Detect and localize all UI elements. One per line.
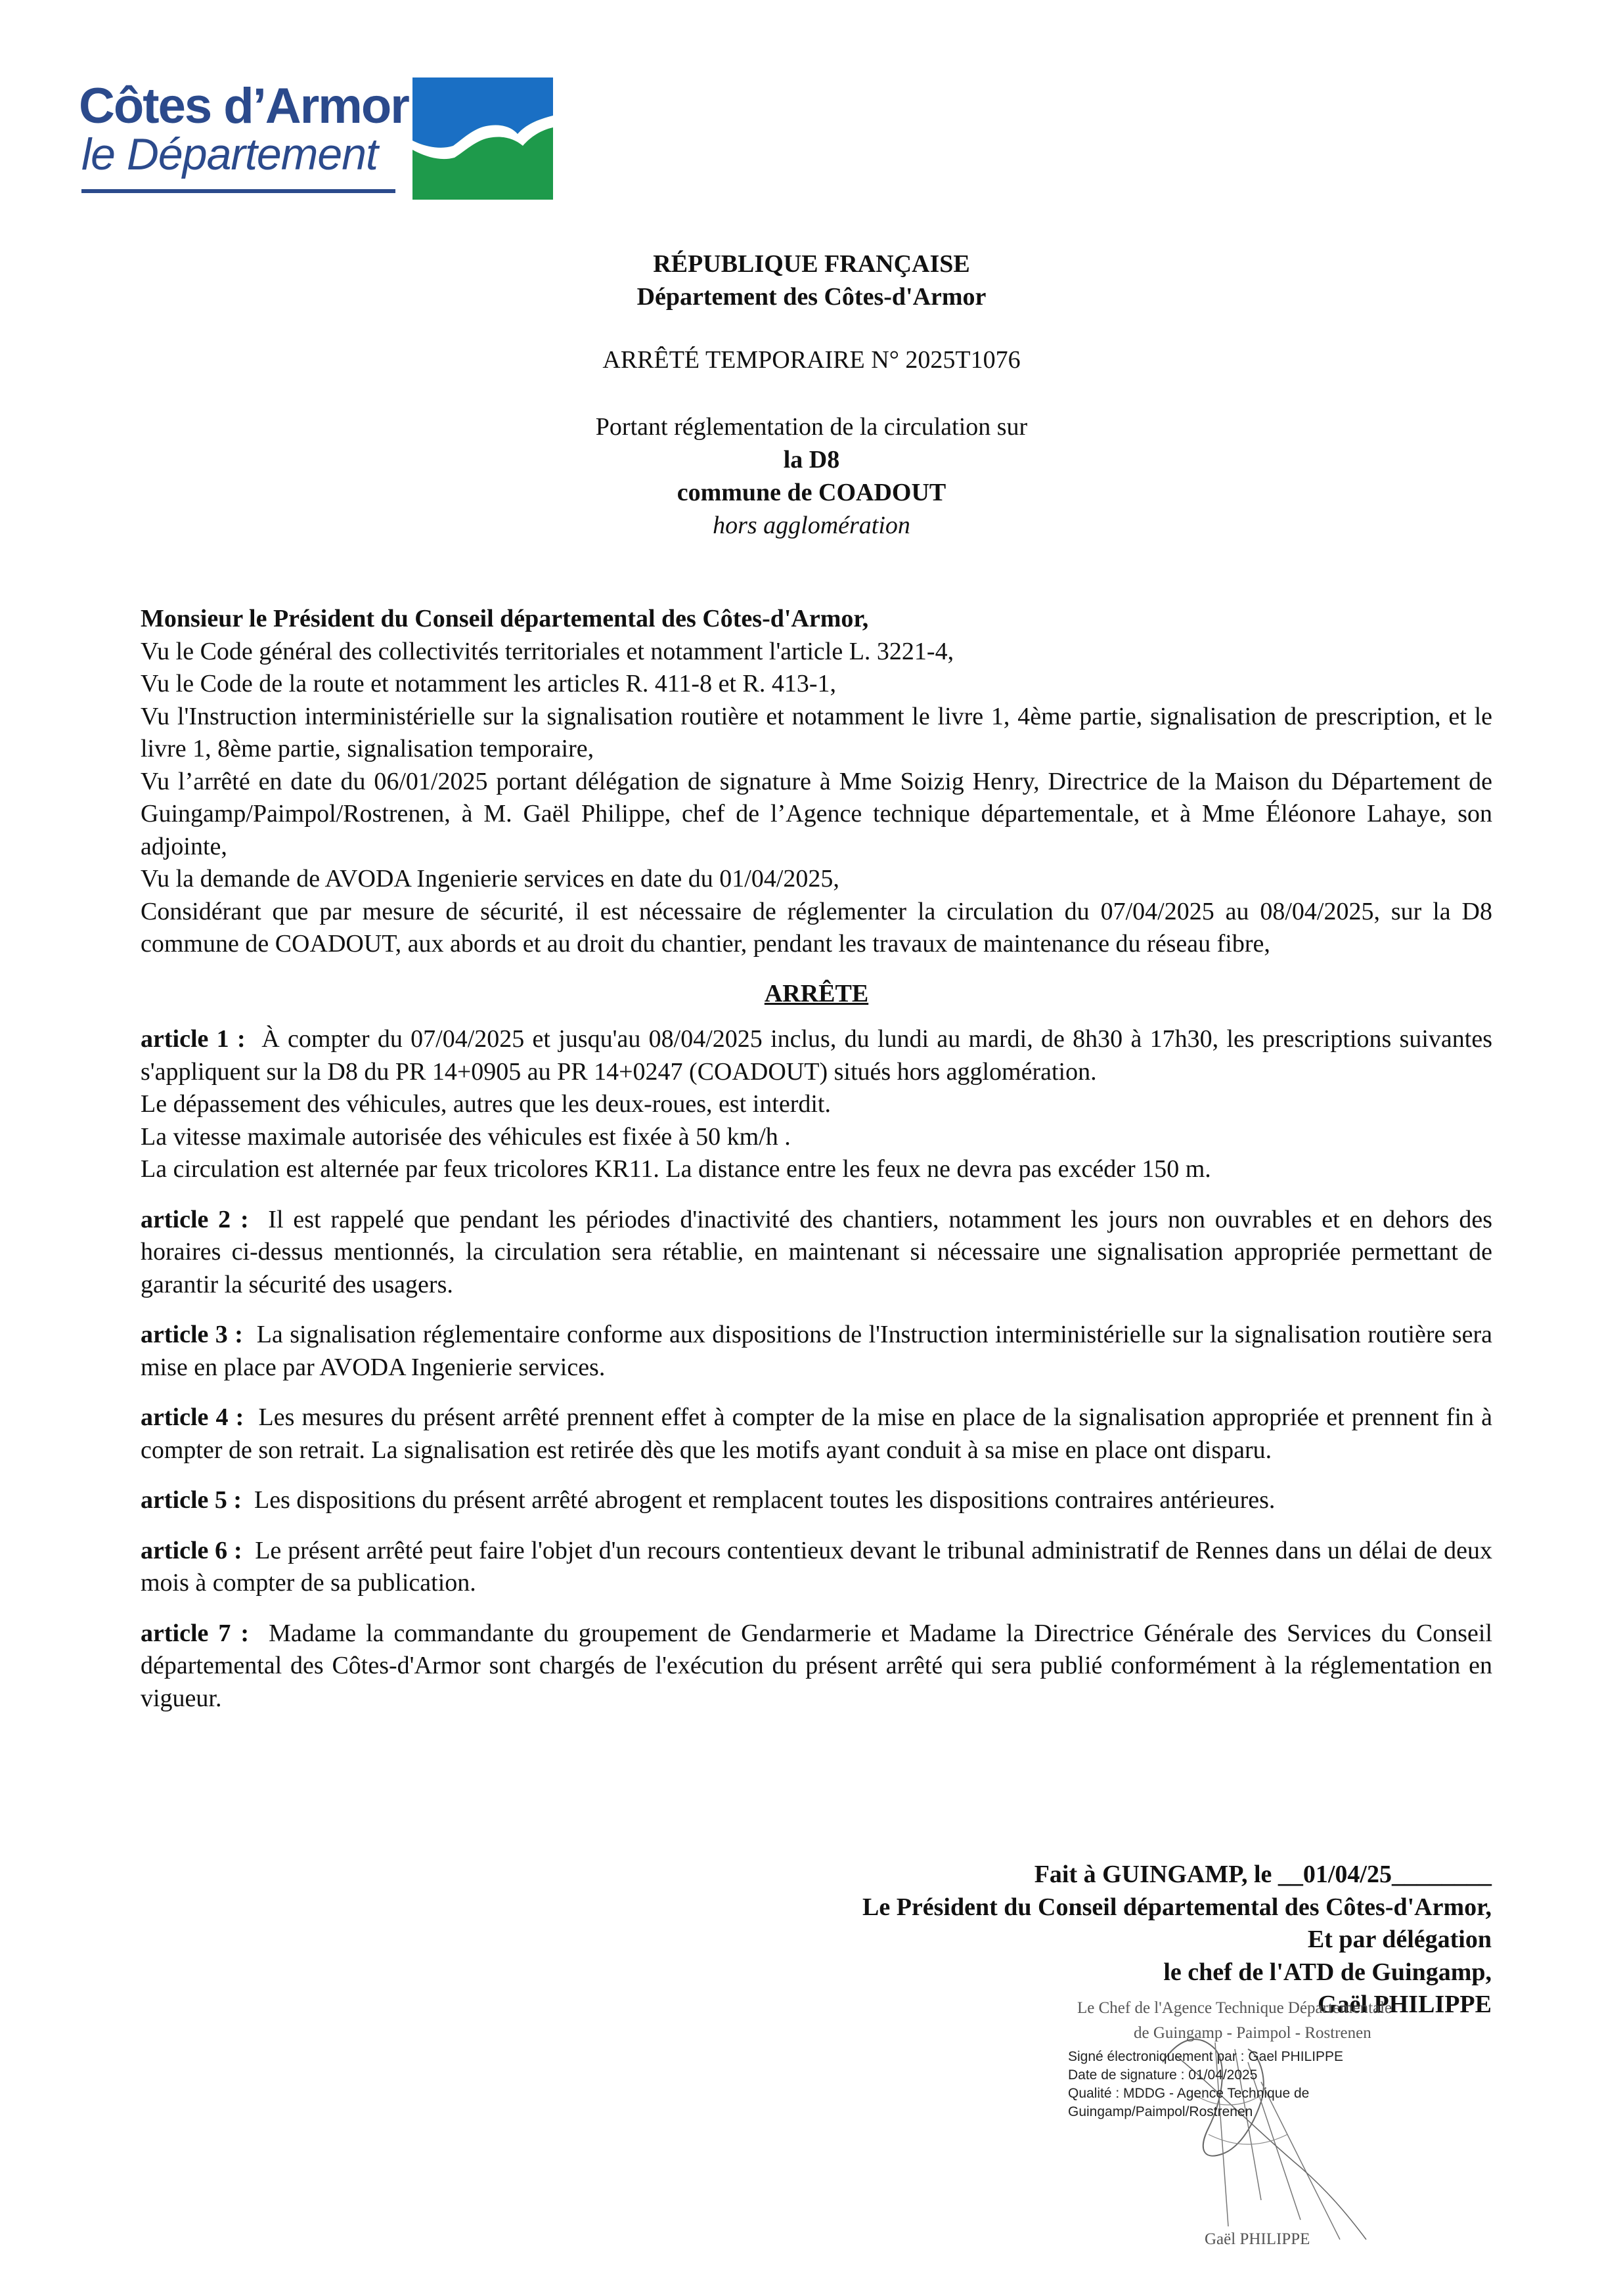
zone-label: hors agglomération: [713, 512, 910, 539]
authority-line: Monsieur le Président du Conseil départemental des Côtes-d'Armor,: [141, 605, 869, 632]
stamp-line-1: Le Chef de l'Agence Technique Départementale: [1077, 1999, 1392, 2017]
electronic-signature-info: [1068, 2048, 1343, 2121]
vu-clause: Vu le Code général des collectivités territoriales et notamment l'article L. 3221-4,: [141, 637, 954, 665]
article-1-line: La vitesse maximale autorisée des véhicules est fixée à 50 km/h .: [141, 1122, 791, 1151]
logo-emblem-icon: [412, 77, 553, 200]
handwritten-signature-icon: [1064, 2003, 1406, 2253]
article-1-line: La circulation est alternée par feux tricolores KR11. La distance entre les feux ne devra pas excéder 150 m.: [141, 1155, 1211, 1183]
article-7: [141, 1618, 1492, 1715]
article-text: Madame la commandante du groupement de Gendarmerie et Madame la Directrice Générale des Services du Conseil départemental des Côtes-d'Armor sont chargés de l'exécution du présent arrêté qui sera publié conformément à la réglementation en vigueur.: [141, 1619, 1493, 1712]
article-6: [141, 1535, 1492, 1600]
article-text: Les dispositions du présent arrêté abrogent et remplacent toutes les dispositions contraires antérieures.: [254, 1486, 1276, 1514]
road-name: la D8: [783, 446, 840, 474]
article-label: article 2 :: [141, 1205, 249, 1233]
signatory-role: Le Président du Conseil départemental des Côtes-d'Armor,: [862, 1893, 1492, 1921]
article-3: [141, 1319, 1492, 1384]
article-text: La signalisation réglementaire conforme aux dispositions de l'Instruction interministérielle sur la signalisation routière sera mise en place par AVODA Ingenierie services.: [141, 1321, 1493, 1381]
article-text: Il est rappelé que pendant les périodes d'inactivité des chantiers, notamment les jours non ouvrables et en dehors des horaires ci-dessus mentionnés, la circulation sera rétablie, en maintenant si nécessaire une signalisation appropriée permettant de garantir la sécurité des usagers.: [141, 1205, 1492, 1298]
vu-clause: Vu le Code de la route et notamment les articles R. 411-8 et R. 413-1,: [141, 670, 836, 697]
department-heading: Département des Côtes-d'Armor: [636, 283, 987, 311]
arrete-number: ARRÊTÉ TEMPORAIRE N° 2025T1076: [602, 346, 1021, 374]
article-label: article 3 :: [141, 1321, 243, 1348]
logo-underline: [81, 189, 395, 193]
article-text: Les mesures du présent arrêté prennent effet à compter de la mise en place de la signalisation appropriée et prennent fin à compter de son retrait. La signalisation est retirée dès que les motifs ayant conduit à sa mise en place ont disparu.: [141, 1403, 1492, 1464]
article-1-line: Le dépassement des véhicules, autres que les deux-roues, est interdit.: [141, 1090, 831, 1118]
vu-clause: Vu l’arrêté en date du 06/01/2025 portant délégation de signature à Mme Soizig Henry, Directrice de la Maison du Département de Guingamp/Paimpol/Rostrenen, à M. Gaël Philippe, chef de l’Agence technique départementale, et à Mme Éléonore Lahaye, son adjointe,: [141, 767, 1492, 860]
stamp-name: Gaël PHILIPPE: [1205, 2230, 1310, 2248]
article-label: article 6 :: [141, 1536, 242, 1564]
delegation-line: Et par délégation: [1307, 1926, 1492, 1953]
article-5: [141, 1484, 1492, 1517]
commune-name: commune de COADOUT: [677, 479, 946, 506]
article-1: [141, 1023, 1492, 1088]
signatory-title: le chef de l'ATD de Guingamp,: [1163, 1958, 1492, 1986]
document-body: [141, 603, 1492, 1715]
article-label: article 5 :: [141, 1486, 242, 1514]
considerant-clause: Considérant que par mesure de sécurité, il est nécessaire de réglementer la circulation du 07/04/2025 au 08/04/2025, sur la D8 commune de COADOUT, aux abords et au droit du chantier, pendant les travaux de maintenance du réseau fibre,: [141, 897, 1492, 958]
signature-quality-cont: Guingamp/Paimpol/Rostrenen: [1068, 2104, 1253, 2119]
signature-block: [506, 1859, 1492, 2021]
signature-quality: Qualité : MDDG - Agence Technique de: [1068, 2086, 1310, 2101]
article-2: [141, 1204, 1492, 1302]
article-label: article 7 :: [141, 1619, 250, 1647]
vu-clause: Vu l'Instruction interministérielle sur la signalisation routière et notamment le livre 1, 4ème partie, signalisation de prescription, et le livre 1, 8ème partie, signalisation temporaire,: [141, 702, 1492, 762]
signed-by: Signé électroniquement par : Gael PHILIPPE: [1068, 2049, 1344, 2064]
logo-title: Côtes d’Armor: [79, 78, 409, 134]
stamp-line-2: de Guingamp - Paimpol - Rostrenen: [1134, 2024, 1371, 2042]
arrete-title: ARRÊTE: [764, 979, 869, 1007]
article-text: Le présent arrêté peut faire l'objet d'un recours contentieux devant le tribunal administratif de Rennes dans un délai de deux mois à compter de sa publication.: [141, 1536, 1493, 1597]
article-4: [141, 1402, 1492, 1467]
vu-clause: Vu la demande de AVODA Ingenierie services en date du 01/04/2025,: [141, 865, 839, 893]
subject-line: Portant réglementation de la circulation sur: [595, 413, 1028, 441]
place-date: Fait à GUINGAMP, le __01/04/25________: [1034, 1861, 1492, 1888]
article-text: À compter du 07/04/2025 et jusqu'au 08/04/2025 inclus, du lundi au mardi, de 8h30 à 17h30, les prescriptions suivantes s'appliquent sur la D8 du PR 14+0905 au PR 14+0247 (COADOUT) situés hors agglomération.: [141, 1025, 1493, 1086]
department-logo: [79, 77, 558, 202]
logo-subtitle: le Département: [81, 129, 378, 179]
article-label: article 4 :: [141, 1403, 244, 1431]
article-label: article 1 :: [141, 1025, 246, 1053]
signatory-name: Gaël PHILIPPE: [1318, 1991, 1492, 2018]
signature-date: Date de signature : 01/04/2025: [1068, 2067, 1258, 2083]
republic-heading: RÉPUBLIQUE FRANÇAISE: [653, 250, 970, 278]
